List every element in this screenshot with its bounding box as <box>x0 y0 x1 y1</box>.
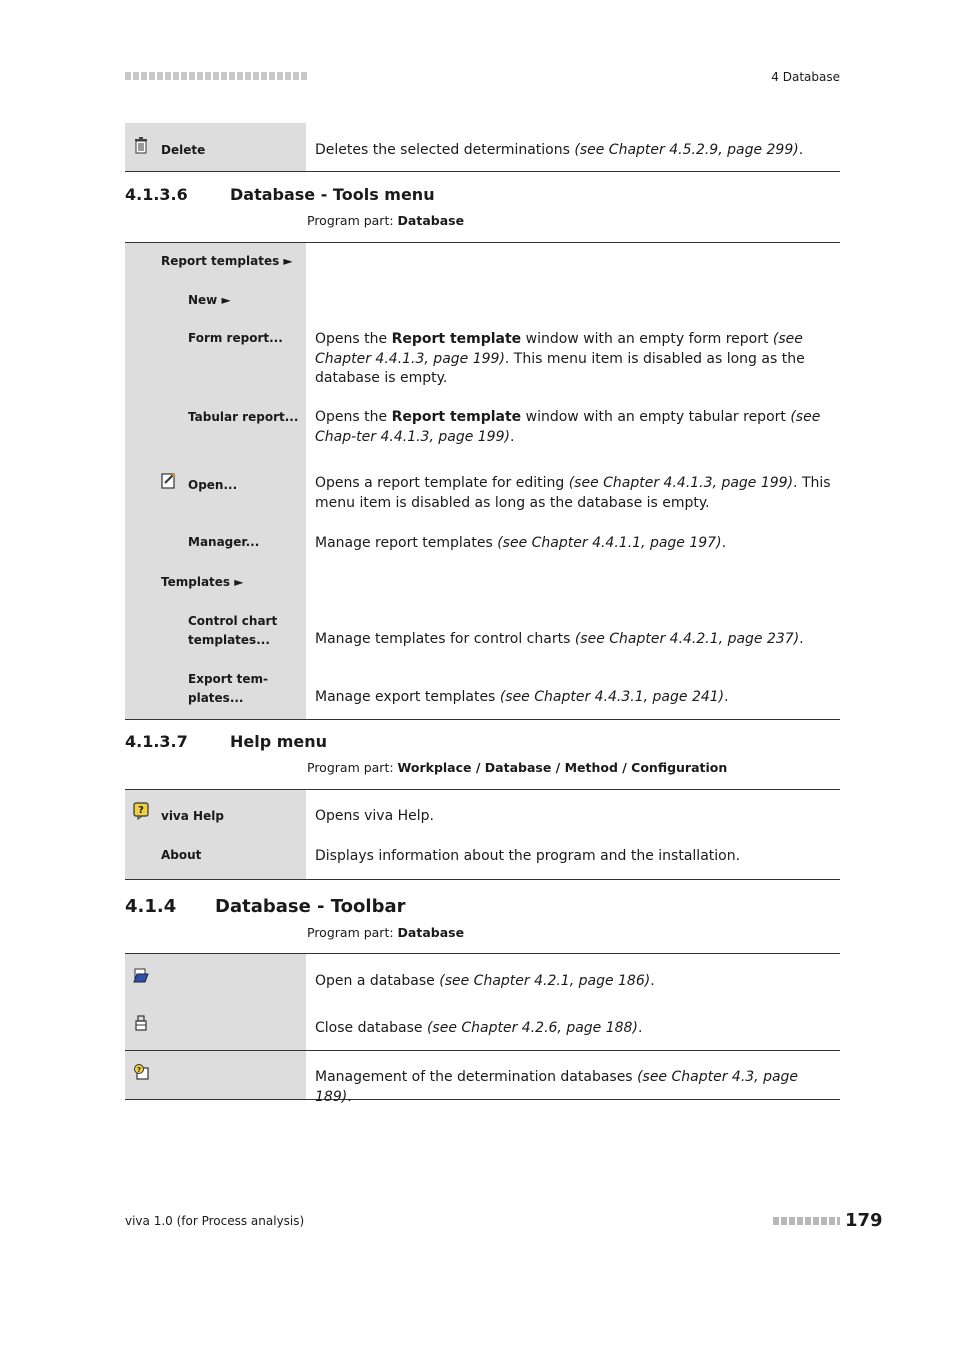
desc-control-chart: Manage templates for control charts (see Chapter 4.4.2.1, page 237). <box>315 631 804 647</box>
open-database-icon <box>133 966 149 984</box>
footer-product: viva 1.0 (for Process analysis) <box>125 1214 305 1228</box>
program-part-tools: Program part: Database <box>307 213 465 228</box>
toolbar-label-column <box>125 954 306 1099</box>
delete-label-cell <box>125 123 306 171</box>
toolbar-divider-left <box>125 1050 306 1051</box>
desc-export: Manage export templates (see Chapter 4.4.3.1, page 241). <box>315 689 729 705</box>
delete-table <box>125 123 840 172</box>
desc-form-report: Opens the Report template window with an empty form report (see Chapter 4.4.1.3, page 199). This menu item is disabled as long as the database is empty. <box>315 331 805 386</box>
item-export-1: Export tem- <box>188 672 268 686</box>
toolbar-table <box>125 953 840 1105</box>
program-part-help: Program part: Workplace / Database / Method / Configuration <box>307 760 728 775</box>
help-label-column <box>125 790 306 879</box>
desc-database-management: Management of the determination databases (see Chapter 4.3, page 189). <box>315 1069 799 1105</box>
svg-text:?: ? <box>136 1066 142 1074</box>
section-heading-help: 4.1.3.7 Help menu <box>125 732 328 751</box>
close-database-icon <box>133 1014 149 1032</box>
desc-manager: Manage report templates (see Chapter 4.4.1.1, page 197). <box>315 535 727 551</box>
item-form-report: Form report... <box>188 331 283 345</box>
page-number: 179 <box>845 1210 883 1231</box>
database-management-icon <box>133 1063 149 1081</box>
item-open: Open... <box>188 478 238 492</box>
toolbar-desc-column <box>306 954 840 1105</box>
desc-open-database: Open a database (see Chapter 4.2.1, page 186). <box>315 973 655 989</box>
item-manager: Manager... <box>188 535 260 549</box>
section-heading-tools: 4.1.3.6 Database - Tools menu <box>125 185 435 204</box>
desc-about: Displays information about the program and the installation. <box>315 848 741 864</box>
help-desc-column <box>306 790 840 879</box>
item-templates: Templates ► <box>161 575 244 589</box>
help-table <box>125 789 840 880</box>
svg-text:?: ? <box>138 805 144 816</box>
item-about: About <box>161 848 202 862</box>
item-export-2: plates... <box>188 691 244 705</box>
desc-viva-help: Opens viva Help. <box>315 808 434 824</box>
desc-open: Opens a report template for editing (see Chapter 4.4.1.3, page 199). This menu item is disabled as long as the database is empty. <box>315 475 831 511</box>
item-report-templates: Report templates ► <box>161 254 293 268</box>
item-tabular-report: Tabular report... <box>188 410 299 424</box>
running-header: 4 Database <box>771 70 840 84</box>
item-new: New ► <box>188 293 231 307</box>
desc-close-database: Close database (see Chapter 4.2.6, page 188). <box>315 1020 643 1036</box>
edit-document-icon <box>161 472 177 490</box>
footer-decoration <box>773 1217 840 1225</box>
delete-item: Delete <box>161 143 206 157</box>
program-part-toolbar: Program part: Database <box>307 925 465 940</box>
item-viva-help: viva Help <box>161 809 224 823</box>
help-icon <box>133 802 149 820</box>
tools-desc-column <box>306 243 840 719</box>
tools-table <box>125 242 840 720</box>
delete-desc: Deletes the selected determinations (see Chapter 4.5.2.9, page 299). <box>315 142 804 158</box>
toolbar-divider-right <box>306 1050 840 1051</box>
section-heading-toolbar: 4.1.4 Database - Toolbar <box>125 896 406 917</box>
header-decoration <box>125 72 307 80</box>
tools-label-column <box>125 243 306 719</box>
item-control-chart-1: Control chart <box>188 614 278 628</box>
item-control-chart-2: templates... <box>188 633 270 647</box>
trash-icon <box>133 136 149 154</box>
desc-tabular-report: Opens the Report template window with an empty tabular report (see Chap-ter 4.4.1.3, page 199). <box>315 409 821 445</box>
